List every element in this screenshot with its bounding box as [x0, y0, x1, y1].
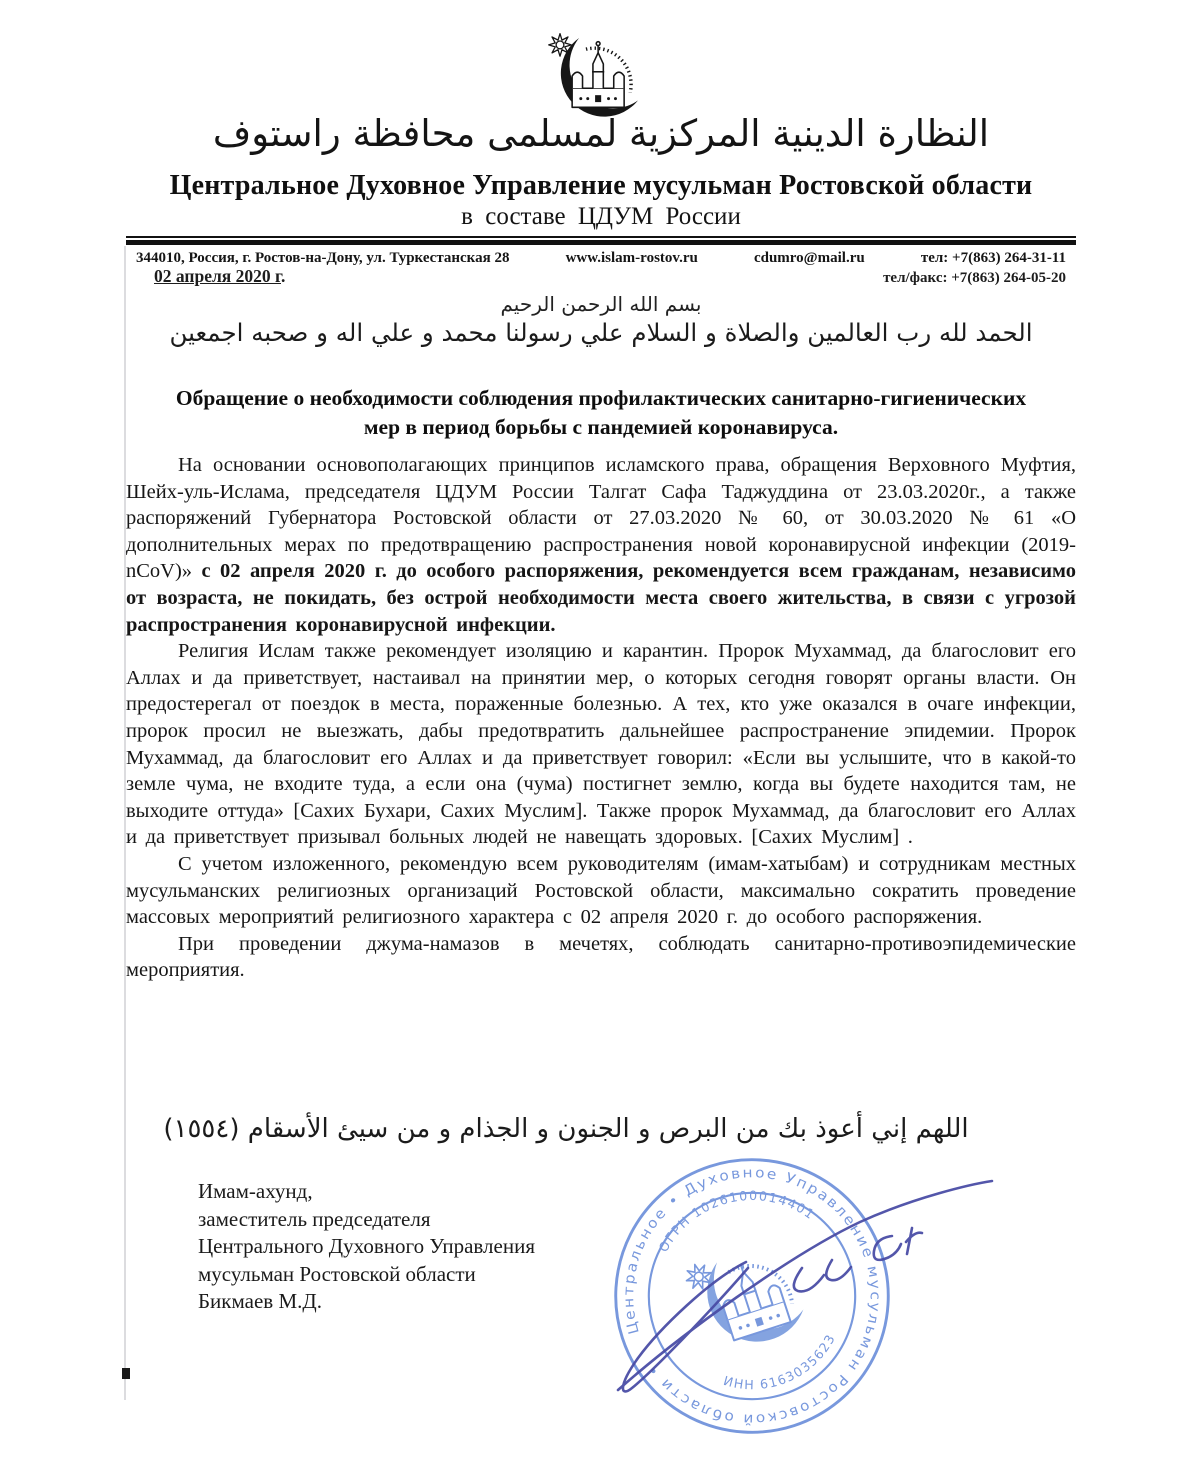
star-sun-icon [549, 34, 572, 57]
signatory-org-line: Центрального Духовного Управления [198, 1234, 535, 1258]
header-rule-thick [126, 240, 1076, 245]
scan-edge-artifact [124, 246, 126, 1400]
signatory-name: Бикмаев М.Д. [198, 1289, 322, 1313]
date-row [136, 266, 1066, 287]
letter-title: Обращение о необходимости соблюдения профилактических санитарно-гигиенических мер в период борьбы с пандемией коронавируса. [175, 386, 1027, 439]
praise-line: الحمد لله رب العالمين والصلاة و السلام علي رسولنا محمد و علي اله و صحبه اجمعين [169, 318, 1033, 347]
dua-line: اللهم إني أعوذ بك من البرص و الجنون و الجذام و من سيئ الأسقام (١٥٥٤) [163, 1114, 969, 1144]
paragraph-3: С учетом изложенного, рекомендую всем руководителям (имам-хатыбам) и сотрудникам местных мусульманских религиозных организаций Ростовской области, максимально сократить проведение массовых мероприятий религиозного характера с 02 апреля 2020 г. до особого распоряжения. [126, 852, 1076, 929]
signature-block [198, 1178, 618, 1316]
paragraph-1-bold: с 02 апреля 2020 г. до особого распоряжения, рекомендуется всем гражданам, независимо от возраста, не покидать, без острой необходимости места своего жительства, в связи с угрозой распространения коронавирусной инфекции. [126, 560, 1076, 636]
paragraph-1-normal: На основании основополагающих принципов исламского права, обращения Верховного Муфтия, Шейх-уль-Ислама, председателя ЦДУМ России Талгат Сафа Таджуддина от 23.03.2020г., а также распоряжений Губернатора Ростовской области от 27.03.2020 № 60, от 30.03.2020 № 61 «О дополнительных мерах по предотвращению распространения новой коронавирусной инфекции (2019-nCoV)» [126, 454, 1076, 583]
handwritten-signature [560, 1150, 1020, 1400]
letter-date-text: 02 апреля 2020 г [154, 266, 281, 286]
signatory-position: Имам-ахунд, [198, 1179, 313, 1203]
letter-date [154, 266, 285, 287]
bismillah-line: بسم الله الرحمن الرحيم [500, 292, 702, 316]
contact-website: www.islam-rostov.ru [565, 250, 698, 266]
scan-mark-artifact [122, 1368, 130, 1379]
stamp-ring-text: Центральное • Духовное Управление мусульман Ростовской области • [621, 1165, 883, 1427]
paragraph-2: Религия Ислам также рекомендует изоляцию и карантин. Пророк Мухаммад, да благословит его Аллах и да приветствует, настаивал на принятии мер, о которых сегодня говорят органы власти. Он предостерегал от поездок в места, пораженные болезнью. А тех, кто уже оказался в очаге инфекции, пророк просил не выезжать, дабы предотвратить дальнейшее распространение эпидемии. Пророк Мухаммад, да благословит его Аллах и да приветствует говорил: «Если вы услышите, что в какой-то земле чума, не входите туда, а если она (чума) постигнет землю, когда вы будете находится там, не выходите оттуда» [Сахих Бухари, Сахих Муслим]. Также пророк Мухаммад, да благословит его Аллах и да приветствует призывал больных людей не навещать здоровых. [Сахих Муслим] . [126, 640, 1076, 849]
paragraph-4: При проведении джума-намазов в мечетях, соблюдать санитарно-противоэпидемические мероприятия. [126, 932, 1076, 982]
letter-date-period: . [281, 266, 286, 286]
contact-row [136, 250, 1066, 267]
paragraph-1 [126, 452, 1076, 638]
org-subtitle: в составе ЦДУМ России [461, 203, 741, 230]
contact-email: cdumro@mail.ru [753, 250, 865, 266]
contact-fax: тел/факс: +7(863) 264-05-20 [883, 270, 1066, 286]
contact-address: 344010, Россия, г. Ростов-на-Дону, ул. Туркестанская 28 [136, 250, 510, 266]
letter-body [126, 452, 1076, 984]
header-rule-thin [126, 236, 1076, 238]
org-name: Центральное Духовное Управление мусульман Ростовской области [169, 170, 1033, 201]
signatory-position: заместитель председателя [198, 1206, 431, 1231]
mosque-icon [572, 42, 624, 108]
stamp-inn-text: ИНН 6163035623 [721, 1331, 839, 1393]
arabic-letterhead-title: النظارة الدينية المركزية لمسلمى محافظة راستوف [212, 112, 990, 155]
stamp-ogrn-text: ОГРН 1026100014401 [655, 1187, 819, 1255]
contact-phone: тел: +7(863) 264-31-11 [920, 250, 1066, 266]
signatory-org-line: мусульман Ростовской области [198, 1261, 476, 1286]
